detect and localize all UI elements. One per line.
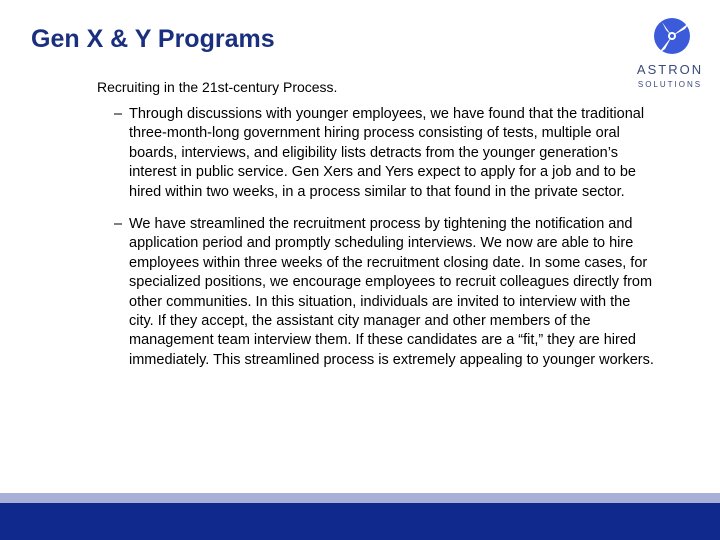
section-heading: Recruiting in the 21st-century Process. bbox=[97, 79, 338, 95]
bullet-dash: – bbox=[114, 216, 123, 233]
logo-tagline: SOLUTIONS bbox=[637, 80, 703, 89]
bullet-text: Through discussions with younger employees, we have found that the traditional three-month-long government hiring process consisting of tests, multiple oral boards, interviews, and eligibility lists detracts from the younger generation’s interest in public service. Gen Xers and Yers expect to apply for a job and to be hired within two weeks, in a process similar to that found in the private sector. bbox=[129, 106, 645, 200]
astron-logo bbox=[632, 16, 712, 96]
bullet-item bbox=[114, 105, 656, 202]
slide-title: Gen X & Y Programs bbox=[31, 25, 275, 53]
astron-logo-icon bbox=[652, 16, 692, 56]
bullet-item bbox=[114, 215, 656, 370]
bullet-dash: – bbox=[114, 106, 123, 122]
footer-bar-light bbox=[0, 493, 720, 503]
bullet-text: We have streamlined the recruitment process by tightening the notification and application period and promptly scheduling interviews. We now are able to hire employees within three weeks of the recruitment closing date. In some cases, for specialized positions, we encourage employees to recruit colleagues directly from other communities. In this situation, individuals are invited to interview with the city. If they accept, the assistant city manager and other members of the management team interview them. If these candidates are a “fit,” they are hired immediately. This streamlined process is extremely appealing to younger workers. bbox=[129, 216, 654, 368]
bullet-list bbox=[114, 105, 656, 370]
logo-name: ASTRON bbox=[636, 62, 704, 77]
footer-bar-dark bbox=[0, 503, 720, 540]
